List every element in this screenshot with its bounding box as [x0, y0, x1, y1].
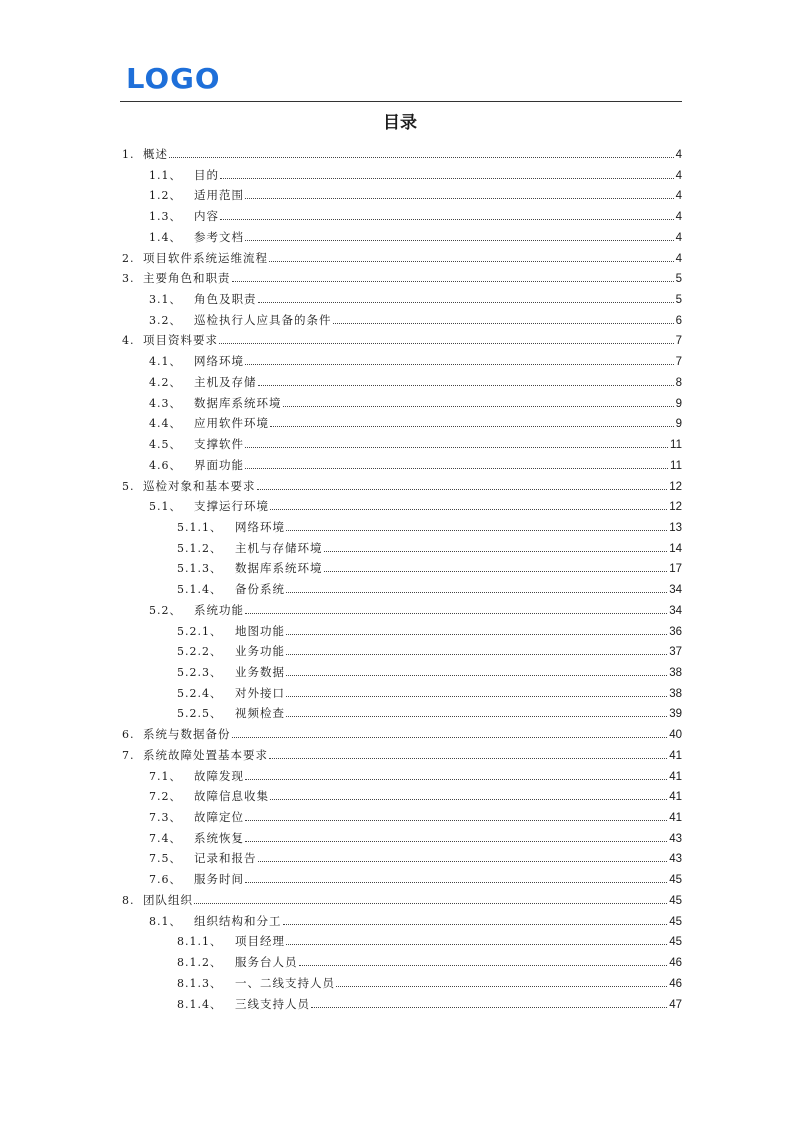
toc-entry-title: 应用软件环境 [194, 416, 269, 431]
toc-entry[interactable] [177, 973, 682, 993]
dot-leader [286, 633, 667, 635]
toc-entry-page: 4 [675, 169, 682, 182]
dot-leader [245, 239, 674, 241]
toc-entry-number: 4. [122, 334, 135, 348]
toc-entry-page: 7 [675, 335, 682, 348]
toc-entry-title: 巡检执行人应具备的条件 [194, 312, 332, 327]
toc-entry[interactable] [149, 372, 682, 392]
toc-entry-title: 支撑运行环境 [194, 499, 269, 514]
dot-leader [283, 923, 668, 925]
toc-entry-number: 3. [122, 272, 135, 286]
toc-entry-title: 一、二线支持人员 [235, 975, 335, 990]
toc-entry-number: 3.1、 [149, 293, 182, 307]
toc-entry-page: 13 [669, 521, 682, 534]
dot-leader [245, 612, 667, 614]
toc-entry-page: 6 [675, 314, 682, 327]
toc-entry[interactable] [149, 766, 682, 786]
dot-leader [232, 736, 668, 738]
toc-entry[interactable] [149, 786, 682, 806]
dot-leader [232, 280, 674, 282]
toc-entry-page: 34 [669, 604, 682, 617]
toc-entry-number: 1.1、 [149, 168, 182, 182]
toc-entry-page: 8 [675, 376, 682, 389]
toc-entry[interactable] [149, 911, 682, 931]
toc-entry[interactable] [122, 248, 682, 268]
toc-entry-page: 37 [669, 646, 682, 659]
toc-entry-title: 对外接口 [235, 685, 285, 700]
toc-entry[interactable] [149, 455, 682, 475]
toc-entry-title: 支撑软件 [194, 437, 244, 452]
toc-entry-title: 网络环境 [194, 354, 244, 369]
toc-entry-title: 项目软件系统运维流程 [143, 250, 268, 265]
toc-entry-number: 3.2、 [149, 313, 182, 327]
toc-entry[interactable] [177, 931, 682, 951]
dot-leader [286, 653, 667, 655]
toc-entry[interactable] [177, 517, 682, 537]
toc-entry-number: 7.2、 [149, 790, 182, 804]
toc-entry-number: 5.2、 [149, 603, 182, 617]
toc-entry-page: 41 [669, 770, 682, 783]
toc-entry-title: 内容 [194, 209, 219, 224]
dot-leader [270, 425, 674, 427]
toc-entry[interactable] [177, 662, 682, 682]
toc-entry[interactable] [177, 621, 682, 641]
dot-leader [333, 322, 674, 324]
toc-entry-number: 5.2.2、 [177, 645, 222, 659]
toc-entry[interactable] [149, 496, 682, 516]
toc-entry-number: 8.1.3、 [177, 976, 222, 990]
toc-entry[interactable] [122, 890, 682, 910]
toc-entry-title: 业务数据 [235, 665, 285, 679]
dot-leader [245, 363, 674, 365]
toc-entry[interactable] [177, 579, 682, 599]
toc-entry-title: 适用范围 [194, 188, 244, 203]
toc-entry-page: 4 [675, 190, 682, 203]
toc-entry-title: 视频检查 [235, 706, 285, 721]
toc-entry[interactable] [122, 745, 682, 765]
toc-entry-number: 1.2、 [149, 189, 182, 203]
toc-entry-number: 5.1.4、 [177, 583, 222, 597]
toc-entry-page: 45 [669, 874, 682, 887]
toc-entry-page: 46 [669, 977, 682, 990]
toc-entry-page: 41 [669, 812, 682, 825]
toc-entry-number: 5.1.2、 [177, 541, 222, 555]
toc-entry-title: 数据库系统环境 [194, 395, 282, 410]
toc-entry-title: 故障发现 [194, 768, 244, 783]
toc-entry-title: 项目资料要求 [143, 333, 218, 348]
dot-leader [286, 674, 667, 676]
toc-entry-page: 17 [669, 563, 682, 576]
dot-leader [169, 156, 674, 158]
toc-entry-title: 服务时间 [194, 872, 244, 887]
toc-entry-number: 2. [122, 251, 135, 265]
toc-entry-page: 5 [675, 294, 682, 307]
toc-entry-number: 8.1.4、 [177, 997, 222, 1011]
dot-leader [258, 384, 674, 386]
toc-entry[interactable] [149, 807, 682, 827]
toc-entry-title: 系统功能 [194, 602, 244, 617]
toc-entry-title: 主机与存储环境 [235, 540, 323, 555]
toc-entry-page: 36 [669, 625, 682, 638]
toc-entry-title: 故障信息收集 [194, 789, 269, 804]
toc-entry-title: 巡检对象和基本要求 [143, 478, 256, 493]
toc-entry-title: 备份系统 [235, 582, 285, 597]
toc-entry[interactable] [149, 165, 682, 185]
toc-entry-page: 11 [670, 439, 682, 452]
toc-entry[interactable] [149, 434, 682, 454]
toc-entry-number: 8.1、 [149, 914, 182, 928]
toc-entry-page: 4 [675, 231, 682, 244]
toc-entry-number: 7.3、 [149, 811, 182, 825]
toc-entry-page: 12 [669, 501, 682, 514]
logo: LOGO [126, 62, 221, 95]
dot-leader [245, 197, 674, 199]
toc-entry-number: 1.4、 [149, 230, 182, 244]
toc-entry-number: 5.2.1、 [177, 624, 222, 638]
toc-entry-page: 43 [669, 853, 682, 866]
toc-entry-page: 9 [675, 397, 682, 410]
toc-entry-title: 三线支持人员 [235, 996, 310, 1011]
toc-entry[interactable] [149, 600, 682, 620]
toc-entry-title: 团队组织 [143, 892, 193, 907]
toc-entry[interactable] [177, 683, 682, 703]
toc-entry-title: 主要角色和职责 [143, 271, 231, 286]
toc-entry-title: 地图功能 [235, 623, 285, 638]
toc-entry-page: 45 [669, 894, 682, 907]
dot-leader [286, 529, 667, 531]
toc-entry-title: 角色及职责 [194, 292, 257, 307]
toc-entry[interactable] [177, 994, 682, 1014]
dot-leader [270, 508, 667, 510]
dot-leader [219, 342, 674, 344]
toc-entry-number: 7.5、 [149, 852, 182, 866]
toc-entry[interactable] [149, 310, 682, 330]
toc-entry-page: 12 [669, 480, 682, 493]
toc-entry[interactable] [177, 538, 682, 558]
toc-entry[interactable] [177, 558, 682, 578]
toc-entry[interactable] [149, 393, 682, 413]
toc-entry-title: 系统故障处置基本要求 [143, 747, 268, 762]
toc-entry-number: 4.2、 [149, 375, 182, 389]
dot-leader [220, 177, 674, 179]
toc-entry-page: 41 [669, 749, 682, 762]
toc-entry-page: 38 [669, 667, 682, 679]
toc-entry-number: 1. [122, 148, 135, 161]
toc-entry-title: 系统与数据备份 [143, 727, 231, 742]
toc-entry-number: 4.6、 [149, 458, 182, 472]
toc-entry-page: 4 [675, 149, 682, 161]
toc-entry-number: 6. [122, 728, 135, 742]
toc-entry[interactable] [149, 413, 682, 433]
dot-leader [258, 860, 668, 862]
toc-entry-title: 业务功能 [235, 644, 285, 659]
dot-leader [270, 798, 667, 800]
dot-leader [336, 985, 667, 987]
dot-leader [269, 260, 674, 262]
toc-entry[interactable] [122, 476, 682, 496]
toc-entry[interactable] [149, 185, 682, 205]
toc-entry-page: 43 [669, 832, 682, 845]
toc-entry-page: 7 [675, 356, 682, 369]
toc-entry[interactable] [149, 848, 682, 868]
toc-entry-page: 46 [669, 957, 682, 970]
toc-entry-page: 5 [675, 273, 682, 286]
toc-entry[interactable] [122, 144, 682, 164]
toc-entry-title: 目的 [194, 167, 219, 182]
toc-entry-number: 5.1.3、 [177, 562, 222, 576]
toc-entry-title: 界面功能 [194, 457, 244, 472]
toc-entry-number: 5. [122, 479, 135, 493]
toc-entry-title: 主机及存储 [194, 374, 257, 389]
toc-entry-number: 7.1、 [149, 769, 182, 783]
dot-leader [286, 943, 667, 945]
toc-entry-number: 8. [122, 893, 135, 907]
toc-entry[interactable] [149, 206, 682, 226]
toc-entry-title: 系统恢复 [194, 830, 244, 845]
toc-entry-page: 40 [669, 729, 682, 742]
dot-leader [311, 1006, 667, 1008]
dot-leader [245, 840, 667, 842]
toc-entry-number: 8.1.1、 [177, 935, 222, 949]
toc-entry-number: 7. [122, 748, 135, 762]
dot-leader [245, 881, 667, 883]
toc-entry-number: 4.3、 [149, 396, 182, 410]
dot-leader [220, 218, 674, 220]
toc-entry-number: 8.1.2、 [177, 956, 222, 970]
toc-entry-number: 1.3、 [149, 210, 182, 224]
toc-entry[interactable] [177, 952, 682, 972]
toc-entry-title: 网络环境 [235, 519, 285, 534]
dot-leader [245, 446, 668, 448]
toc-entry[interactable] [149, 828, 682, 848]
toc-entry[interactable] [122, 268, 682, 288]
toc-entry-number: 5.1.1、 [177, 520, 222, 534]
toc-entry-number: 4.5、 [149, 438, 182, 452]
toc-title: 目录 [383, 113, 417, 133]
toc-entry[interactable] [149, 351, 682, 371]
dot-leader [257, 488, 668, 490]
toc-entry-number: 7.4、 [149, 831, 182, 845]
toc-entry[interactable] [177, 641, 682, 661]
toc-entry-title: 概述 [143, 147, 168, 161]
dot-leader [286, 695, 667, 697]
toc-entry-title: 参考文档 [194, 229, 244, 244]
toc-entry[interactable] [177, 703, 682, 723]
toc-entry-page: 45 [669, 915, 682, 928]
toc-entry-title: 故障定位 [194, 810, 244, 825]
dot-leader [194, 902, 667, 904]
toc-entry[interactable] [149, 289, 682, 309]
toc-entry-title: 数据库系统环境 [235, 561, 323, 576]
toc-entry-page: 34 [669, 584, 682, 597]
dot-leader [269, 757, 667, 759]
toc-entry[interactable] [149, 227, 682, 247]
toc-entry[interactable] [122, 330, 682, 350]
toc-entry-number: 5.2.5、 [177, 707, 222, 721]
toc-entry-page: 41 [669, 791, 682, 804]
toc-entry-number: 4.4、 [149, 417, 182, 431]
toc-entry-page: 39 [669, 708, 682, 721]
toc-entry-number: 5.1、 [149, 500, 182, 514]
toc-entry-page: 4 [675, 252, 682, 265]
toc-entry-title: 组织结构和分工 [194, 913, 282, 928]
toc-entry-title: 项目经理 [235, 934, 285, 949]
toc-entry-page: 47 [669, 998, 682, 1011]
dot-leader [245, 778, 667, 780]
toc-entry-number: 7.6、 [149, 873, 182, 887]
toc-entry-number: 5.2.3、 [177, 666, 222, 679]
dot-leader [245, 467, 668, 469]
dot-leader [283, 405, 674, 407]
toc-entry[interactable] [149, 869, 682, 889]
toc-entry-title: 服务台人员 [235, 955, 298, 970]
toc-entry-page: 45 [669, 936, 682, 949]
toc-entry-number: 5.2.4、 [177, 686, 222, 700]
toc-entry-page: 9 [675, 418, 682, 431]
toc-entry-title: 记录和报告 [194, 851, 257, 866]
dot-leader [245, 819, 667, 821]
toc-entry[interactable] [122, 724, 682, 744]
dot-leader [324, 550, 668, 552]
dot-leader [286, 715, 667, 717]
toc-entry-page: 14 [669, 542, 682, 555]
dot-leader [258, 301, 674, 303]
dot-leader [299, 964, 668, 966]
dot-leader [324, 570, 668, 572]
toc-entry-page: 11 [670, 459, 682, 472]
toc-entry-page: 4 [675, 211, 682, 224]
dot-leader [286, 591, 667, 593]
toc-entry-page: 38 [669, 687, 682, 700]
toc-entry-number: 4.1、 [149, 355, 182, 369]
